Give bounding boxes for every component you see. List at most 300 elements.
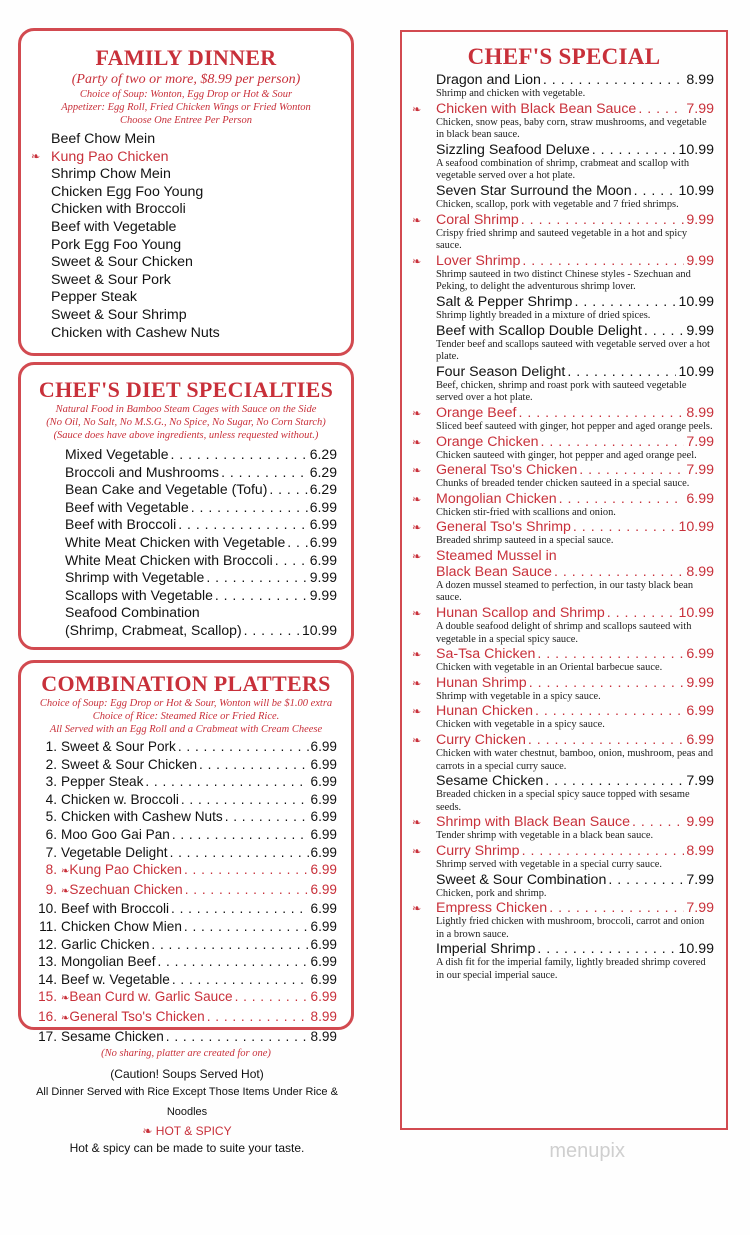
item-description: Lightly fried chicken with mushroom, broccoli, carrot and onion in a brown sauce. xyxy=(436,916,705,940)
chili-pepper-icon: ❧ xyxy=(412,465,422,478)
item-price: 6.99 xyxy=(309,533,337,550)
chef-special-item xyxy=(412,646,714,675)
item-name: Seafood Combination xyxy=(65,604,200,621)
chili-pepper-icon: ❧ xyxy=(412,214,422,227)
item-name: Sweet & Sour Shrimp xyxy=(51,306,187,323)
item-description: Beef, chicken, shrimp and roast pork with sauteed vegetable served over a hot plate. xyxy=(436,379,687,404)
item-price: 6.99 xyxy=(310,826,337,842)
leader-dots xyxy=(170,844,309,862)
item-description: Tender beef and scallops sauteed with vegetable served over a hot plate. xyxy=(436,338,710,363)
item-name-line xyxy=(436,564,714,580)
diet-item xyxy=(65,604,337,622)
item-number: 8. xyxy=(45,862,57,878)
item-name: Dragon and Lion xyxy=(436,72,541,88)
item-name-line xyxy=(436,183,714,199)
item-name-line xyxy=(436,703,714,719)
combo-item xyxy=(33,1008,337,1028)
item-number: 16. xyxy=(38,1008,57,1024)
item-name: Curry Chicken xyxy=(436,732,526,749)
item-description: Crispy fried shrimp and sauteed vegetable in a hot and spicy sauce. xyxy=(436,227,688,252)
item-name: General Tso's Chicken xyxy=(436,462,578,479)
item-name: Garlic Chicken xyxy=(61,936,150,952)
item-name: Chicken with Cashew Nuts xyxy=(61,809,223,825)
combo-note: Choice of Rice: Steamed Rice or Fried Rice. xyxy=(92,711,280,722)
chef-special-item xyxy=(412,404,714,434)
chili-pepper-icon: ❧ xyxy=(142,1124,153,1138)
item-name: Sweet & Sour Chicken xyxy=(61,756,198,772)
diet-note: (Sauce does have above ingredients, unless requested without.) xyxy=(53,430,319,441)
chef-special-item xyxy=(412,900,714,941)
family-dinner-item xyxy=(51,237,351,255)
item-price: 6.99 xyxy=(686,732,714,749)
leader-dots xyxy=(529,675,685,691)
item-name: Lover Shrimp xyxy=(436,252,521,269)
item-price: 9.99 xyxy=(686,322,714,339)
family-dinner-note: Choice of Soup: Wonton, Egg Drop or Hot & Sour xyxy=(79,89,293,100)
diet-specialties-section xyxy=(18,362,354,650)
chef-special-item xyxy=(412,814,714,843)
family-dinner-title: FAMILY DINNER xyxy=(95,45,277,70)
caution-note: (Caution! Soups Served Hot) xyxy=(110,1067,264,1081)
diet-note: Natural Food in Bamboo Steam Cages with Sauce on the Side xyxy=(55,404,317,415)
item-name: Scallops with Vegetable xyxy=(65,586,213,603)
chef-special-item xyxy=(412,674,714,704)
item-name-line xyxy=(436,491,714,507)
item-name: Szechuan Chicken xyxy=(69,881,183,897)
item-description: Shrimp with vegetable in a spicy sauce. xyxy=(436,690,601,702)
item-name-line xyxy=(436,872,714,888)
item-price: 9.99 xyxy=(309,586,337,603)
item-price: 6.99 xyxy=(310,844,337,860)
chef-special-item xyxy=(412,843,714,872)
combo-item xyxy=(33,1028,337,1046)
item-name: Steamed Mussel in xyxy=(436,547,557,564)
leader-dots xyxy=(573,519,677,535)
leader-dots xyxy=(206,569,307,587)
item-description: Shrimp and chicken with vegetable. xyxy=(436,88,586,99)
item-name-line xyxy=(436,773,714,789)
item-name: Orange Beef xyxy=(436,404,517,421)
chili-pepper-icon: ❧ xyxy=(61,885,70,897)
leader-dots xyxy=(181,791,309,809)
spicy-note: Hot & spicy can be made to suite your taste. xyxy=(69,1141,305,1155)
item-name: Chicken with Cashew Nuts xyxy=(51,324,220,341)
item-name: Empress Chicken xyxy=(436,900,548,917)
item-price: 7.99 xyxy=(686,773,714,790)
chef-special-item xyxy=(436,72,714,101)
chef-special-title: CHEF'S SPECIAL xyxy=(467,44,661,69)
combo-item xyxy=(33,953,337,971)
item-name-line xyxy=(436,364,714,380)
item-name-line xyxy=(436,462,714,478)
item-name: Bean Cake and Vegetable (Tofu) xyxy=(65,481,268,498)
combo-item xyxy=(33,826,337,844)
family-dinner-item xyxy=(51,325,351,343)
item-price: 10.99 xyxy=(678,605,714,622)
item-description: Chicken, pork and shrimp. xyxy=(436,887,547,899)
leader-dots xyxy=(567,364,676,380)
item-price: 6.99 xyxy=(310,936,337,952)
item-price: 6.99 xyxy=(310,862,337,878)
combo-item xyxy=(33,738,337,756)
item-description: Shrimp served with vegetable in a special curry sauce. xyxy=(436,859,662,870)
leader-dots xyxy=(554,564,684,580)
chili-pepper-icon: ❧ xyxy=(412,706,422,719)
item-number: 9. xyxy=(45,881,57,897)
family-dinner-item xyxy=(51,219,351,237)
item-name: Imperial Shrimp xyxy=(436,941,536,958)
item-price: 6.99 xyxy=(310,791,337,807)
item-price: 6.99 xyxy=(686,646,714,663)
item-price: 6.99 xyxy=(310,901,337,917)
item-description: Chicken with vegetable in a spicy sauce. xyxy=(436,719,605,731)
item-name: Seven Star Surround the Moon xyxy=(436,182,632,199)
leader-dots xyxy=(521,212,685,228)
item-name: Shrimp with Black Bean Sauce xyxy=(436,814,630,831)
diet-item xyxy=(65,587,337,605)
item-name-line xyxy=(436,142,714,158)
combo-note: All Served with an Egg Roll and a Crabmeat with Cream Cheese xyxy=(49,724,323,735)
item-number: 14. xyxy=(38,971,57,987)
family-dinner-price-note: (Party of two or more, $8.99 per person) xyxy=(71,72,301,87)
chili-pepper-icon: ❧ xyxy=(412,103,422,116)
item-price: 9.99 xyxy=(686,211,714,228)
family-dinner-item xyxy=(51,131,351,149)
item-name: Pepper Steak xyxy=(51,289,137,306)
item-price: 7.99 xyxy=(686,462,714,479)
item-number: 13. xyxy=(38,954,57,970)
item-name: Sweet & Sour Pork xyxy=(51,271,171,288)
combo-item xyxy=(33,844,337,862)
chili-pepper-icon: ❧ xyxy=(412,817,422,830)
item-description: Breaded shrimp sauteed in a special sauce. xyxy=(436,535,614,547)
combo-footnote: (No sharing, platter are created for one) xyxy=(101,1048,271,1060)
chef-special-item xyxy=(436,142,714,183)
item-name: White Meat Chicken with Vegetable xyxy=(65,533,286,550)
diet-item xyxy=(65,446,337,464)
chef-special-item xyxy=(412,605,714,646)
item-name: Beef with Broccoli xyxy=(65,516,177,533)
item-description: Chicken stir-fried with scallions and onion. xyxy=(436,506,616,518)
diet-item xyxy=(65,622,337,640)
item-name: Curry Shrimp xyxy=(436,843,520,859)
item-name: Hunan Shrimp xyxy=(436,674,527,691)
item-price: 6.99 xyxy=(310,971,337,987)
chili-pepper-icon: ❧ xyxy=(412,255,422,268)
leader-dots xyxy=(608,872,684,888)
item-price: 6.99 xyxy=(310,918,337,934)
leader-dots xyxy=(172,826,309,844)
item-name: General Tso's Chicken xyxy=(69,1008,205,1024)
chili-pepper-icon: ❧ xyxy=(412,493,422,506)
leader-dots xyxy=(574,294,676,310)
leader-dots xyxy=(545,773,684,789)
item-description: Breaded chicken in a special spicy sauce topped with sesame seeds. xyxy=(436,789,690,813)
item-name-line xyxy=(436,732,714,748)
item-name: Sweet & Sour Pork xyxy=(61,739,176,754)
leader-dots xyxy=(166,1028,309,1046)
item-name-line xyxy=(436,101,714,117)
diet-item xyxy=(65,516,337,534)
item-price: 7.99 xyxy=(686,871,714,888)
chef-special-list xyxy=(412,72,714,983)
item-name: Beef Chow Mein xyxy=(51,131,156,147)
item-name: Sweet & Sour Chicken xyxy=(51,254,193,271)
item-name: Salt & Pepper Shrimp xyxy=(436,293,573,310)
item-name-line xyxy=(436,843,714,859)
item-name-line xyxy=(436,405,714,421)
item-name: Beef with Vegetable xyxy=(51,218,177,235)
item-description: Chicken sauteed with ginger, hot pepper and aged orange peel. xyxy=(436,449,697,461)
family-dinner-note: Appetizer: Egg Roll, Fried Chicken Wings or Fried Wonton xyxy=(61,102,311,113)
family-dinner-item xyxy=(51,289,351,307)
chef-special-item xyxy=(436,323,714,364)
item-name: Mongolian Chicken xyxy=(436,490,557,507)
item-price: 6.99 xyxy=(310,756,337,772)
leader-dots xyxy=(632,814,684,830)
item-name-line xyxy=(436,548,714,564)
item-name-line xyxy=(436,212,714,228)
family-dinner-item xyxy=(51,201,351,219)
item-number: 15. xyxy=(38,989,57,1005)
item-price: 6.99 xyxy=(309,516,337,533)
item-description: A seafood combination of shrimp, crabmeat and scallop with vegetable served over a hot plate. xyxy=(436,157,690,182)
legend xyxy=(20,1122,354,1140)
leader-dots xyxy=(579,462,684,478)
family-dinner-list xyxy=(31,131,351,342)
item-price: 10.99 xyxy=(678,941,714,958)
leader-dots xyxy=(191,499,308,517)
item-description: Shrimp lightly breaded in a mixture of dried spices. xyxy=(436,309,651,321)
family-dinner-item xyxy=(51,307,351,325)
leader-dots xyxy=(541,434,685,450)
family-dinner-item xyxy=(51,166,351,184)
leader-dots xyxy=(199,756,309,774)
item-name: General Tso's Shrimp xyxy=(436,519,571,536)
item-price: 6.99 xyxy=(310,881,337,897)
item-name: Orange Chicken xyxy=(436,433,539,450)
chef-special-item xyxy=(412,547,714,605)
leader-dots xyxy=(244,622,300,640)
combo-item xyxy=(33,881,337,901)
chili-pepper-icon: ❧ xyxy=(412,846,422,858)
item-price: 10.99 xyxy=(678,519,714,536)
item-name-line xyxy=(436,323,714,339)
item-price: 10.99 xyxy=(678,141,714,158)
diet-title: CHEF'S DIET SPECIALTIES xyxy=(38,377,334,402)
item-name: Chicken Chow Mien xyxy=(61,918,182,934)
chef-special-item xyxy=(412,732,714,773)
combo-item xyxy=(33,773,337,791)
item-name: White Meat Chicken with Broccoli xyxy=(65,551,273,568)
item-name: Chicken Egg Foo Young xyxy=(51,183,204,200)
chili-pepper-icon: ❧ xyxy=(61,1012,70,1024)
item-price: 7.99 xyxy=(686,433,714,450)
chef-special-item xyxy=(412,100,714,142)
chili-pepper-icon: ❧ xyxy=(412,550,422,563)
leader-dots xyxy=(171,446,308,464)
leader-dots xyxy=(559,491,685,507)
leader-dots xyxy=(644,323,685,339)
item-description: A dish fit for the imperial family, lightly breaded shrimp covered in our special imperial sauce. xyxy=(436,957,706,981)
leader-dots xyxy=(269,481,307,499)
item-name: Sa-Tsa Chicken xyxy=(436,646,536,663)
diet-note: (No Oil, No Salt, No M.S.G., No Spice, No Sugar, No Corn Starch) xyxy=(46,417,326,428)
item-price: 6.99 xyxy=(310,739,337,754)
combo-item xyxy=(33,988,337,1008)
chili-pepper-icon: ❧ xyxy=(412,407,422,420)
item-name: Beef with Scallop Double Delight xyxy=(436,322,642,339)
combo-item xyxy=(33,808,337,826)
chili-pepper-icon: ❧ xyxy=(412,677,422,690)
item-number: 12. xyxy=(38,936,57,952)
item-description: Sliced beef sauteed with ginger, hot pepper and aged orange peels. xyxy=(436,420,713,432)
item-name: Pepper Steak xyxy=(61,774,144,790)
leader-dots xyxy=(528,732,684,748)
item-name: Chicken with Broccoli xyxy=(51,201,186,218)
item-number: 2. xyxy=(45,756,57,772)
item-number: 10. xyxy=(38,901,57,917)
item-price: 6.99 xyxy=(310,989,337,1005)
leader-dots xyxy=(607,605,677,621)
item-price: 6.99 xyxy=(309,551,337,568)
item-name: Sesame Chicken xyxy=(436,773,544,790)
combo-item xyxy=(33,861,337,881)
leader-dots xyxy=(522,253,684,269)
leader-dots xyxy=(235,988,309,1006)
item-price: 6.99 xyxy=(686,490,714,507)
leader-dots xyxy=(145,773,308,791)
item-name: Beef w. Vegetable xyxy=(61,971,170,987)
leader-dots xyxy=(518,405,684,421)
item-name-line xyxy=(436,605,714,621)
item-description: Shrimp sauteed in two distinct Chinese styles - Szechuan and Peking, to delight the adventurous shrimp lover. xyxy=(436,268,691,293)
chili-pepper-icon: ❧ xyxy=(412,608,422,621)
item-name-line xyxy=(436,253,714,269)
item-name-line xyxy=(436,900,714,916)
chili-pepper-icon: ❧ xyxy=(412,649,422,662)
item-number: 7. xyxy=(45,844,57,860)
item-price: 6.29 xyxy=(309,463,337,480)
leader-dots xyxy=(184,918,309,936)
item-price: 9.99 xyxy=(686,674,714,691)
item-price: 7.99 xyxy=(686,100,714,117)
leader-dots xyxy=(634,183,677,199)
item-description: Chunks of breaded tender chicken sauteed in a special sauce. xyxy=(436,478,690,490)
combo-item xyxy=(33,756,337,774)
leader-dots xyxy=(287,534,308,552)
item-name-line xyxy=(436,434,714,450)
combo-note: Choice of Soup: Egg Drop or Hot & Sour, Wonton will be $1.00 extra xyxy=(39,698,333,709)
item-description: Chicken with water chestnut, bamboo, onion, mushroom, peas and carrots in a special curry sauce. xyxy=(436,748,714,772)
item-name: Sizzling Seafood Deluxe xyxy=(436,141,590,158)
chef-special-item xyxy=(412,490,714,520)
item-price: 8.99 xyxy=(310,1028,337,1044)
leader-dots xyxy=(151,936,308,954)
item-price: 7.99 xyxy=(686,900,714,917)
item-name: Mongolian Beef xyxy=(61,954,156,970)
item-name-line xyxy=(436,72,714,88)
item-name: Sweet & Sour Combination xyxy=(436,871,607,888)
diet-item xyxy=(65,481,337,499)
leader-dots xyxy=(221,464,308,482)
item-number: 11. xyxy=(39,918,57,934)
item-price: 10.99 xyxy=(678,182,714,199)
chef-special-item xyxy=(412,433,714,463)
family-dinner-item xyxy=(51,254,351,272)
item-price: 9.99 xyxy=(686,814,714,831)
leader-dots xyxy=(522,843,685,859)
chef-special-section xyxy=(400,30,728,1130)
diet-item xyxy=(65,552,337,570)
family-dinner-item xyxy=(31,148,351,167)
leader-dots xyxy=(543,72,684,88)
leader-dots xyxy=(215,587,308,605)
chef-special-item xyxy=(412,462,714,491)
item-price: 6.99 xyxy=(686,703,714,720)
item-number: 5. xyxy=(45,809,57,825)
leader-dots xyxy=(537,646,684,662)
leader-dots xyxy=(638,101,684,117)
family-dinner-note: Choose One Entree Per Person xyxy=(120,115,252,126)
chili-pepper-icon: ❧ xyxy=(61,993,70,1005)
item-price: 8.99 xyxy=(310,1008,337,1024)
item-description: Chicken, snow peas, baby corn, straw mushrooms, and vegetable in black bean sauce. xyxy=(436,116,707,141)
leader-dots xyxy=(178,738,309,756)
item-name: Chicken with Black Bean Sauce xyxy=(436,100,637,117)
item-price: 6.29 xyxy=(309,446,337,462)
item-name-line xyxy=(436,814,714,830)
item-price: 10.99 xyxy=(678,363,714,380)
chili-pepper-icon: ❧ xyxy=(31,150,41,163)
leader-dots xyxy=(207,1008,309,1026)
item-name: Chicken w. Broccoli xyxy=(61,791,179,807)
diet-item xyxy=(65,569,337,587)
family-dinner-item xyxy=(51,184,351,202)
combo-item xyxy=(33,971,337,989)
item-name: Hunan Scallop and Shrimp xyxy=(436,605,605,622)
leader-dots xyxy=(275,552,308,570)
item-name-line xyxy=(436,646,714,662)
footer xyxy=(20,1066,354,1156)
leader-dots xyxy=(549,900,684,916)
item-description: A dozen mussel steamed to perfection, in our tasty black bean sauce. xyxy=(436,579,694,604)
chef-special-item xyxy=(436,294,714,323)
chili-pepper-icon: ❧ xyxy=(61,866,70,878)
leader-dots xyxy=(157,953,308,971)
item-price: 9.99 xyxy=(686,252,714,269)
rice-note: All Dinner Served with Rice Except Those Items Under Rice & Noodles xyxy=(36,1086,338,1118)
item-description: A double seafood delight of shrimp and scallops sauteed with vegetable in a special spicy sauce. xyxy=(436,621,692,645)
chef-special-item xyxy=(436,773,714,814)
chef-special-item xyxy=(436,941,714,982)
item-name: Shrimp Chow Mein xyxy=(51,166,171,183)
chef-special-item xyxy=(436,872,714,901)
diet-item xyxy=(65,499,337,517)
watermark: menupix xyxy=(549,1140,625,1162)
item-price: 6.99 xyxy=(310,809,337,825)
chili-pepper-icon: ❧ xyxy=(412,735,422,748)
leader-dots xyxy=(535,703,684,719)
item-price: 6.99 xyxy=(309,498,337,515)
chili-pepper-icon: ❧ xyxy=(412,522,422,535)
item-name: Bean Curd w. Garlic Sauce xyxy=(69,989,233,1005)
item-name-line xyxy=(436,675,714,691)
item-name-cont: Black Bean Sauce xyxy=(436,563,552,580)
item-price: 9.99 xyxy=(309,569,337,586)
combo-item xyxy=(33,791,337,809)
item-number: 17. xyxy=(38,1028,57,1044)
